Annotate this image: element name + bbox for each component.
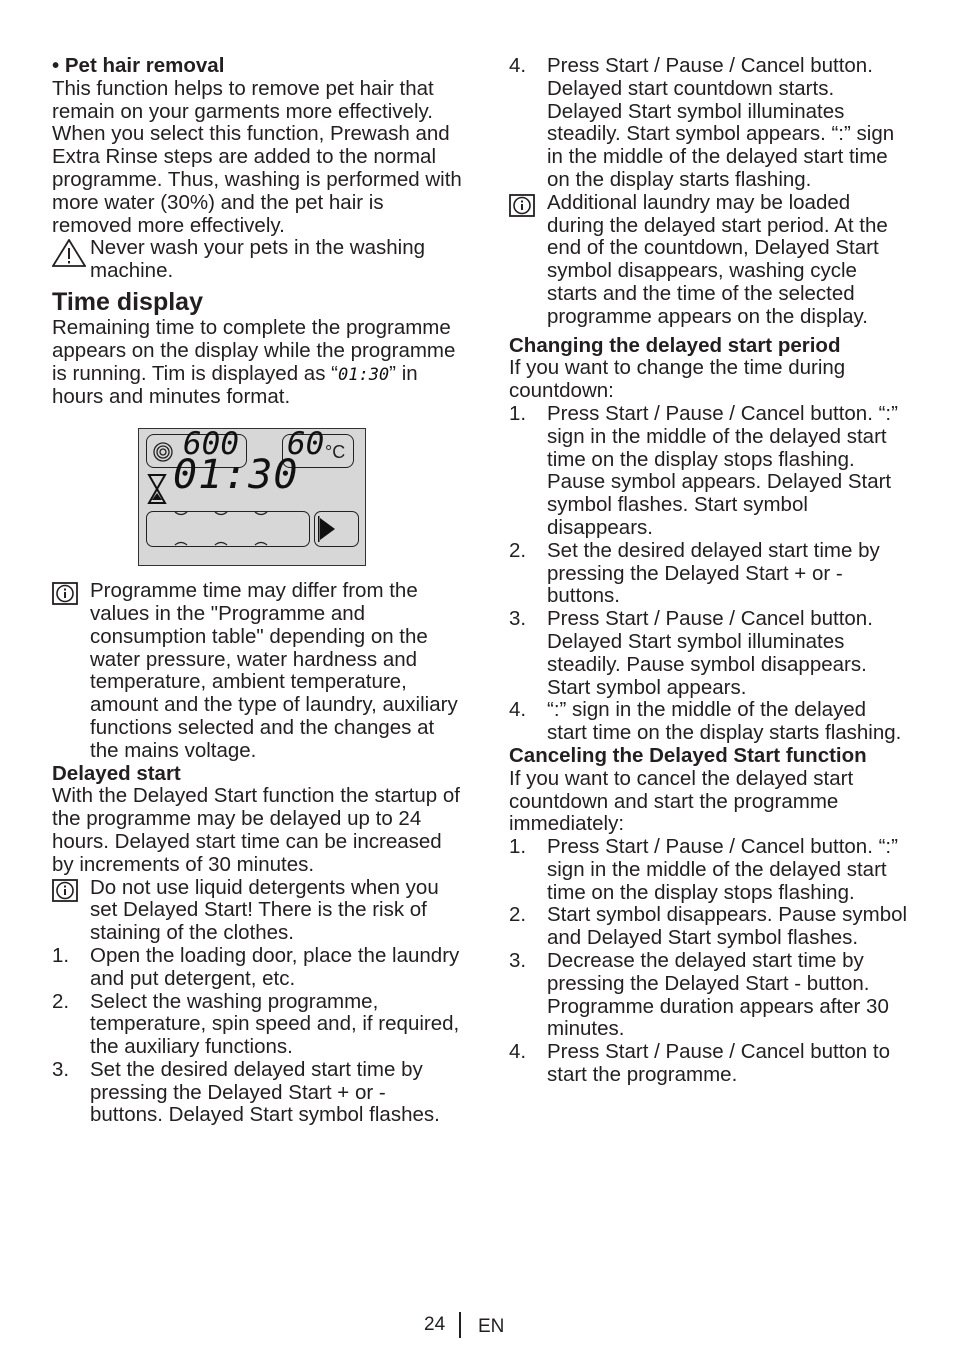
time-display-code: 01:30 [337, 364, 390, 385]
warning-icon [52, 239, 86, 273]
list-item-text: “:” sign in the middle of the delayed start time on the display starts flashing. [547, 698, 902, 745]
list-item-number: 4. [509, 698, 527, 722]
list-item-text: Press Start / Pause / Cancel button. Delayed start countdown starts. Delayed Start symbol illuminates steadily. Start symbol appears. “:” sign in the middle of the delayed start time on the display starts flashing. [547, 54, 895, 191]
info-note-programme-time-text: Programme time may differ from the values in the "Programme and consumption table" depending on the water pressure, water hardness and temperature, ambient temperature, amount and the type of laundry, auxiliary functions selected and the changes at the mains voltage. [90, 579, 458, 762]
list-item-text: Select the washing programme, temperature, spin speed and, if required, the auxiliary functions. [90, 989, 460, 1059]
list-item [509, 1041, 909, 1087]
pet-hair-paragraph-2: When you select this function, Prewash and Extra Rinse steps are added to the normal programme. Thus, washing is performed with more water (30%) and the pet hair is removed more effectively. [52, 122, 462, 237]
play-icon [318, 516, 338, 548]
list-item-text: Start symbol disappears. Pause symbol and Delayed Start symbol flashes. [547, 903, 908, 950]
footer-divider [459, 1312, 461, 1338]
time-value: 01:30 [173, 452, 299, 499]
list-item [509, 836, 909, 904]
delayed-start-paragraph: With the Delayed Start function the startup of the programme may be delayed up to 24 hours. Delayed start time can be increased by increments of 30 minutes. [52, 784, 460, 876]
info-note-liquid-detergent [52, 877, 462, 945]
info-note-additional-laundry-text: Additional laundry may be loaded during the delayed start period. At the end of the countdown, Delayed Start symbol disappears, washing cycle starts and the time of the selected programme appears on the display. [547, 190, 888, 328]
list-item-number: 3. [509, 949, 527, 973]
changing-heading: Changing the delayed start period [509, 333, 841, 357]
delayed-start-step-4 [509, 55, 909, 192]
list-item-text: Press Start / Pause / Cancel button to start the programme. [547, 1040, 890, 1087]
list-item-text: Press Start / Pause / Cancel button. “:” sign in the middle of the delayed start time on the display stops flashing. [547, 835, 898, 904]
info-note-liquid-detergent-text: Do not use liquid detergents when you set Delayed Start! There is the risk of staining of the clothes. [90, 875, 439, 945]
info-icon [52, 582, 78, 611]
list-item [509, 608, 909, 699]
list-item [509, 950, 909, 1041]
lcd-display-illustration [138, 428, 366, 566]
list-item [52, 945, 462, 991]
list-item-number: 3. [52, 1057, 70, 1081]
list-item-text: Set the desired delayed start time by pressing the Delayed Start + or - buttons. Delayed Start symbol flashes. [90, 1057, 440, 1127]
pet-hair-paragraph-1: This function helps to remove pet hair that remain on your garments more effectively. [52, 76, 434, 123]
changing-steps [509, 403, 909, 745]
hourglass-icon [147, 473, 167, 511]
list-item [509, 699, 909, 745]
time-display-text-b: ” in hours and minutes format. [52, 361, 418, 409]
delayed-start-steps [52, 945, 462, 1127]
list-item-text: Press Start / Pause / Cancel button. Delayed Start symbol illuminates steadily. Pause symbol disappears. Start symbol appears. [547, 607, 873, 699]
spin-value: 600 [183, 426, 239, 463]
info-note-programme-time [52, 580, 462, 762]
list-item-text: Open the loading door, place the laundry and put detergent, etc. [90, 943, 460, 990]
start-symbol-box [314, 511, 359, 547]
list-item-text: Decrease the delayed start time by pressing the Delayed Start - button. Programme duration appears after 30 minutes. [547, 949, 889, 1041]
spin-icon [153, 442, 173, 468]
list-item-number: 1. [52, 943, 70, 967]
list-item [509, 540, 909, 608]
right-column [509, 55, 909, 1087]
list-item [509, 403, 909, 540]
list-item-number: 1. [509, 401, 527, 425]
temp-value: 60 [287, 426, 325, 463]
list-item-number: 3. [509, 607, 527, 631]
canceling-heading: Canceling the Delayed Start function [509, 743, 867, 767]
info-icon [509, 194, 535, 223]
canceling-steps [509, 836, 909, 1087]
list-item-number: 4. [509, 54, 527, 77]
list-item-number: 4. [509, 1040, 527, 1064]
list-item-number: 2. [52, 989, 70, 1013]
time-display-heading: Time display [52, 287, 203, 316]
warning-note [52, 237, 462, 283]
status-segment-box [146, 511, 310, 547]
page-number: 24 [424, 1314, 446, 1335]
changing-paragraph: If you want to change the time during countdown: [509, 356, 846, 403]
delayed-start-heading: Delayed start [52, 761, 181, 785]
left-column [52, 55, 462, 1127]
warning-note-text: Never wash your pets in the washing machine. [90, 236, 426, 283]
list-item-number: 2. [509, 903, 527, 927]
canceling-paragraph: If you want to cancel the delayed start countdown and start the programme immediately: [509, 766, 854, 836]
time-display-text-a: Remaining time to complete the programme appears on the display while the programme is running. Tim is displayed as “ [52, 315, 456, 385]
list-item [52, 1059, 462, 1127]
segment-divider-shapes [147, 512, 307, 546]
language-code: EN [478, 1316, 505, 1337]
info-icon [52, 879, 78, 908]
list-item-text: Set the desired delayed start time by pressing the Delayed Start + or - buttons. [547, 538, 880, 608]
list-item [52, 991, 462, 1059]
list-item-number: 1. [509, 835, 527, 859]
list-item-text: Press Start / Pause / Cancel button. “:” sign in the middle of the delayed start time on the display stops flashing. Pause symbol appears. Delayed Start symbol flashes. Start symbol disappears. [547, 401, 898, 539]
pet-hair-heading: • Pet hair removal [52, 54, 225, 77]
list-item [509, 904, 909, 950]
list-item-number: 2. [509, 538, 527, 562]
time-display-paragraph [52, 317, 462, 409]
temp-unit: °C [325, 442, 346, 463]
list-item [509, 55, 909, 192]
info-note-additional-laundry [509, 192, 909, 329]
